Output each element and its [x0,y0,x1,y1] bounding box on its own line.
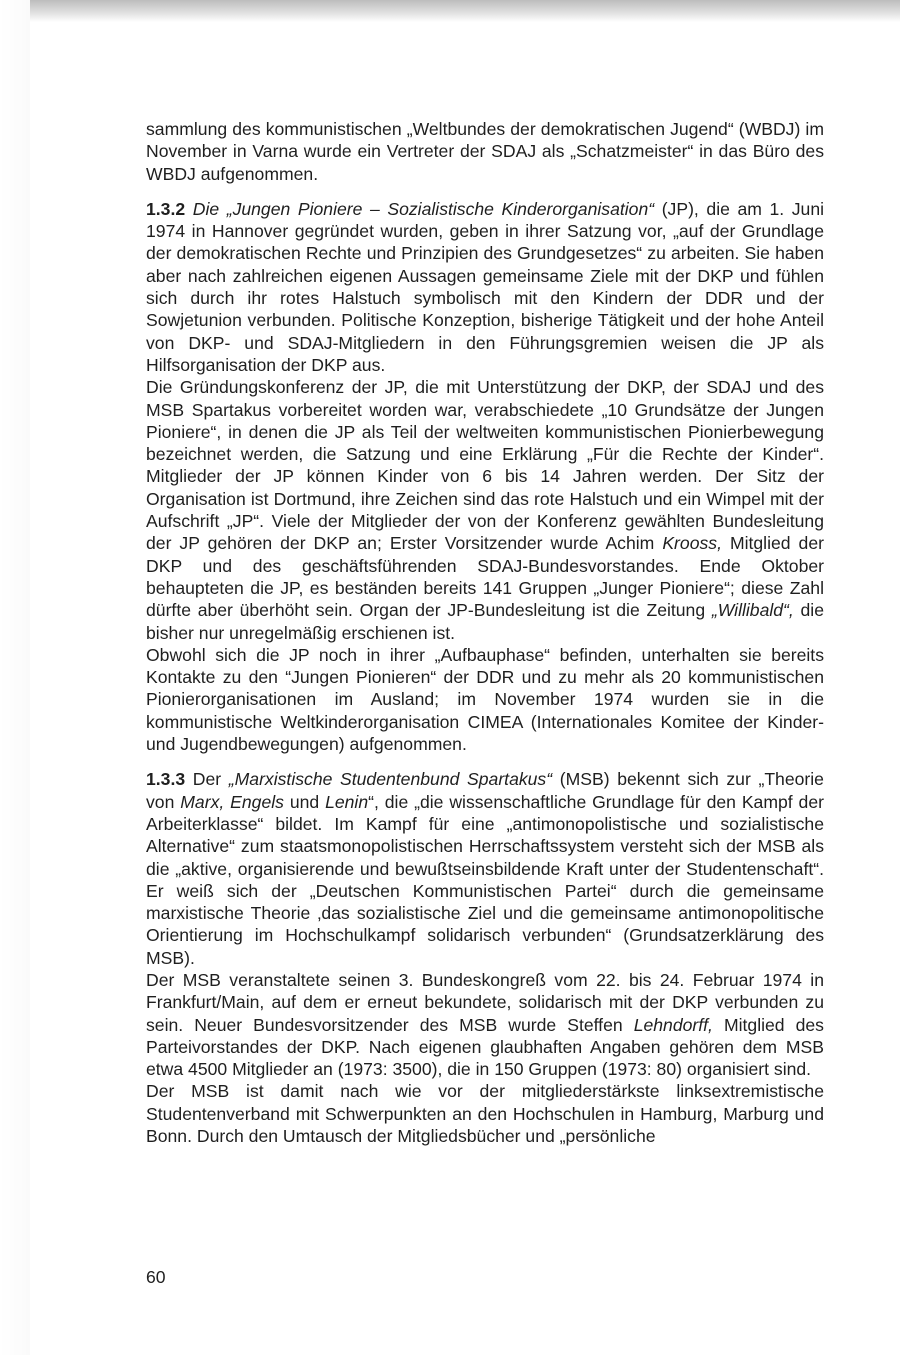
section-number: 1.3.3 [146,769,186,790]
publication-name: „Willibald“, [711,600,794,621]
paragraph-jp-contacts: Obwohl sich die JP noch in ihrer „Aufbauphase“ befinden, unterhalten sie bereits Kontakte zu den “Jungen Pionieren“ der DDR und zu mehr als 20 kommunistischen Pionierorganisationen im Ausland; im November 1974 wurden sie in die kommunistische Weltkinderorganisation CIMEA (Internationales Komitee der Kinder- und Jugendbewegungen) aufgenommen. [146,644,824,755]
section-number: 1.3.2 [146,198,186,219]
paragraph-section-1-3-2: 1.3.2 Die „Jungen Pioniere – Sozialistische Kinderorganisation“ (JP), die am 1. Juni 1974 in Hannover gegründet wurden, geben in ihrer Satzung vor, „auf der Grundlage der demokratischen Rechte und Prinzipien des Grundgesetzes“ zu arbeiten. Sie haben aber nach zahlreichen eigenen Aussagen gemeinsame Ziele mit der DKP und fühlen sich durch ihr rotes Halstuch symbolisch mit den Kindern der DDR und der Sowjetunion verbunden. Politische Konzeption, bisherige Tätigkeit und der hohe Anteil von DKP- und SDAJ-Mitgliedern in den Führungsgremien weisen die JP als Hilfsorganisation der DKP aus. [146,198,825,375]
scan-left-margin [0,0,30,1355]
scan-top-shadow [0,0,900,22]
paragraph-msb-congress: Der MSB veranstaltete seinen 3. Bundeskongreß vom 22. bis 24. Februar 1974 in Frankfurt/Main, auf dem er erneut bekundete, solidarisch mit der DKP verbunden zu sein. Neuer Bundesvorsitzender des MSB wurde Steffen Lehndorff, Mitglied des Parteivorstandes der DKP. Nach eigenen glaubhaften Angaben gehören dem MSB etwa 4500 Mitglieder an (1973: 3500), die in 150 Gruppen (1973: 80) organisiert sind. [146,969,824,1080]
section-heading-msb: „Marxistische Studentenbund Spartakus“ [228,769,553,790]
person-name: Lehndorff, [633,1014,713,1035]
section-heading-jp: Die „Jungen Pioniere – Sozialistische Kinderorganisation“ [192,198,655,219]
person-name: Lenin [325,791,369,812]
page-body-text [146,118,824,1147]
paragraph-section-1-3-3: 1.3.3 Der „Marxistische Studentenbund Spartakus“ (MSB) bekennt sich zur „Theorie von Marx, Engels und Lenin“, die „die wissenschaftliche Grundlage für den Kampf der Arbeiterklasse“ bildet. Im Kampf für eine „antimonopolistische und sozialistische Alternative“ zum staatsmonopolistischen Herrschaftssystem versteht sich der MSB als die „aktive, organisierende und bewußtseinsbildende Kraft unter der Studentenschaft“. Er weiß sich der „Deutschen Kommunistischen Partei“ durch die gemeinsame marxistische Theorie ‚das sozialistische Ziel und die gemeinsame antimonopolitische Orientierung im Hochschulkampf solidarisch verbunden“ (Grundsatzerklärung des MSB). [146,769,824,968]
person-names: Marx, Engels [180,791,284,812]
paragraph-msb-strongest: Der MSB ist damit nach wie vor der mitgliederstärkste linksextremistische Studentenverband mit Schwerpunkten an den Hochschulen in Hamburg, Marburg und Bonn. Durch den Umtausch der Mitgliedsbücher und „persönliche [146,1081,824,1147]
paragraph-jp-founding-conference: Die Gründungskonferenz der JP, die mit Unterstützung der DKP, der SDAJ und des MSB Spartakus vorbereitet worden war, verabschiedete „10 Grundsätze der Jungen Pioniere“, in denen die JP als Teil der weltweiten kommunistischen Pionierbewegung bezeichnet werden, die Satzung und eine Erklärung „Für die Rechte der Kinder“. Mitglieder der JP können Kinder von 6 bis 14 Jahren werden. Der Sitz der Organisation ist Dortmund, ihre Zeichen sind das rote Halstuch und ein Wimpel mit der Aufschrift „JP“. Viele der Mitglieder der von der Konferenz gewählten Bundesleitung der JP gehören der DKP an; Erster Vorsitzender wurde Achim Krooss, Mitglied der DKP und des geschäftsführenden SDAJ-Bundesvorstandes. Ende Oktober behaupteten die JP, es beständen bereits 141 Gruppen „Junger Pioniere“; diese Zahl dürfte aber überhöht sein. Organ der JP-Bundesleitung ist die Zeitung „Willibald“, die bisher nur unregelmäßig erschienen ist. [146,377,824,643]
page-number: 60 [146,1267,166,1287]
paragraph-wbdj-continued: sammlung des kommunistischen „Weltbundes der demokratischen Jugend“ (WBDJ) im November in Varna wurde ein Vertreter der SDAJ als „Schatzmeister“ in das Büro des WBDJ aufgenommen. [146,119,824,184]
person-name: Krooss, [662,533,722,554]
